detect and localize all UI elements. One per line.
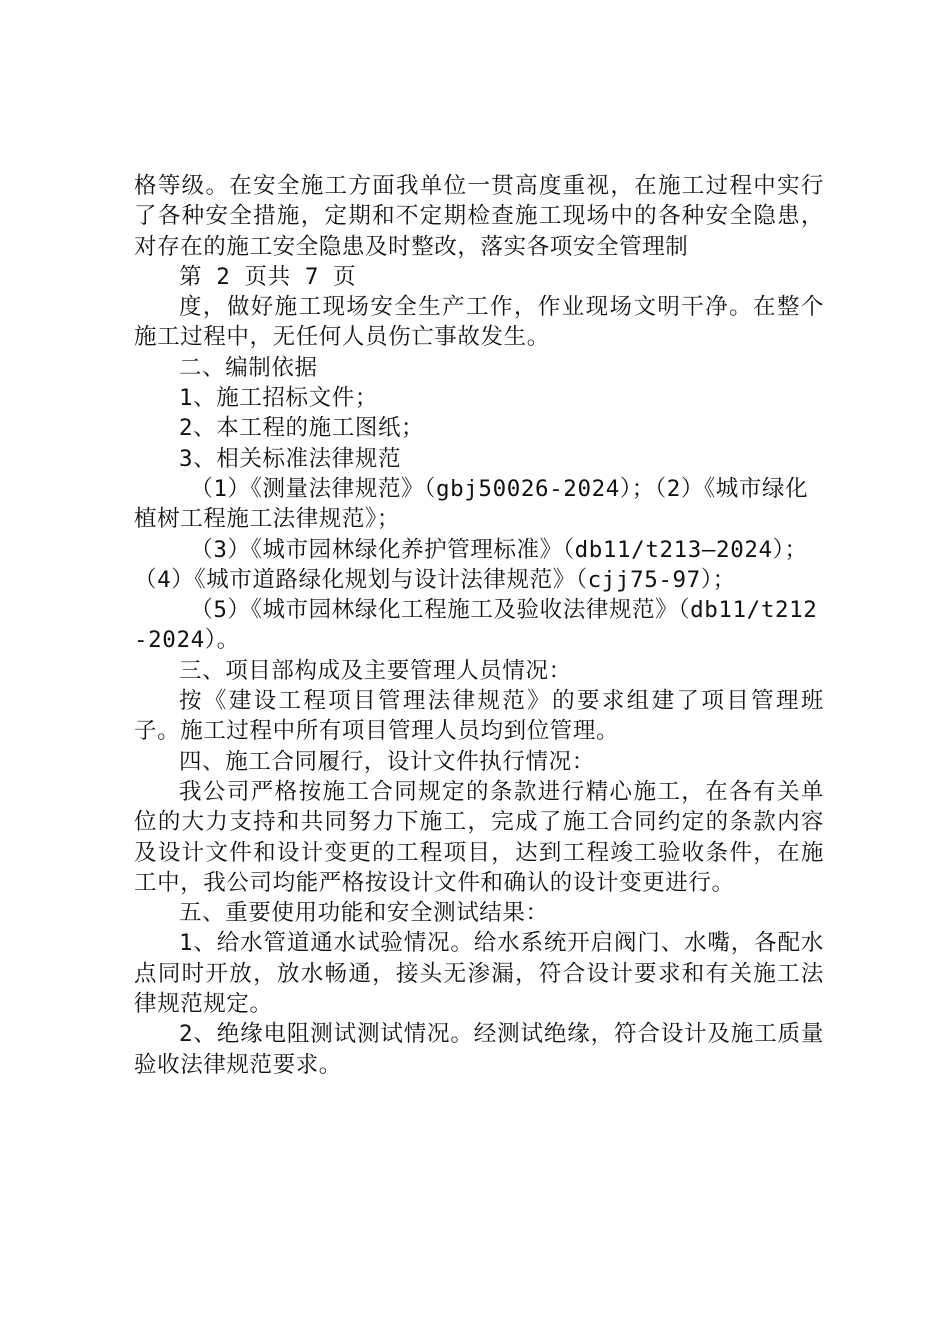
standards-entry-5: （5）《城市园林绿化工程施工及验收法律规范》（db11/t212-2024）。 [134,597,818,654]
section-heading-contract: 四、施工合同履行，设计文件执行情况： [179,748,595,775]
paragraph-insulation-test: 2、绝缘电阻测试测试情况。经测试绝缘，符合设计及施工质量验收法律规范要求。 [134,1021,824,1078]
paragraph-safety-continued: 格等级。在安全施工方面我单位一贯高度重视，在施工过程中实行了各种安全措施，定期和不定期检查施工现场中的各种安全隐患，对存在的施工安全隐患及时整改，落实各项安全管理制 [134,173,824,260]
section-heading-project-team: 三、项目部构成及主要管理人员情况： [179,657,572,684]
list-item-standards: 3、相关标准法律规范 [179,445,402,472]
paragraph-contract: 我公司严格按施工合同规定的条款进行精心施工，在各有关单位的大力支持和共同努力下施工，完成了施工合同约定的条款内容及设计文件和设计变更的工程项目，达到工程竣工验收条件，在施工中，我公司均能严格按设计文件和确认的设计变更进行。 [134,778,824,896]
paragraph-project-team: 按《建设工程项目管理法律规范》的要求组建了项目管理班子。施工过程中所有项目管理人员均到位管理。 [134,688,824,745]
page-counter: 第 2 页共 7 页 [179,263,357,290]
document-body [134,171,824,1080]
standards-entry-3-4: （3）《城市园林绿化养护管理标准》（db11/t213—2024）；（4）《城市道路绿化规划与设计法律规范》（cjj75-97）； [134,536,808,593]
standards-entry-1-2: （1）《测量法律规范》（gbj50026-2024）；（2）《城市绿化植树工程施工法律规范》； [134,475,809,533]
paragraph-water-test: 1、给水管道通水试验情况。给水系统开启阀门、水嘴，各配水点同时开放，放水畅通，接头无渗漏，符合设计要求和有关施工法律规范规定。 [134,930,824,1018]
list-item-drawings: 2、本工程的施工图纸； [179,415,425,442]
section-heading-basis: 二、编制依据 [179,354,318,381]
list-item-bidding-docs: 1、施工招标文件； [179,385,378,412]
paragraph-site-safety: 度，做好施工现场安全生产工作，作业现场文明干净。在整个施工过程中，无任何人员伤亡事故发生。 [134,294,824,351]
section-heading-test-results: 五、重要使用功能和安全测试结果： [179,900,549,927]
